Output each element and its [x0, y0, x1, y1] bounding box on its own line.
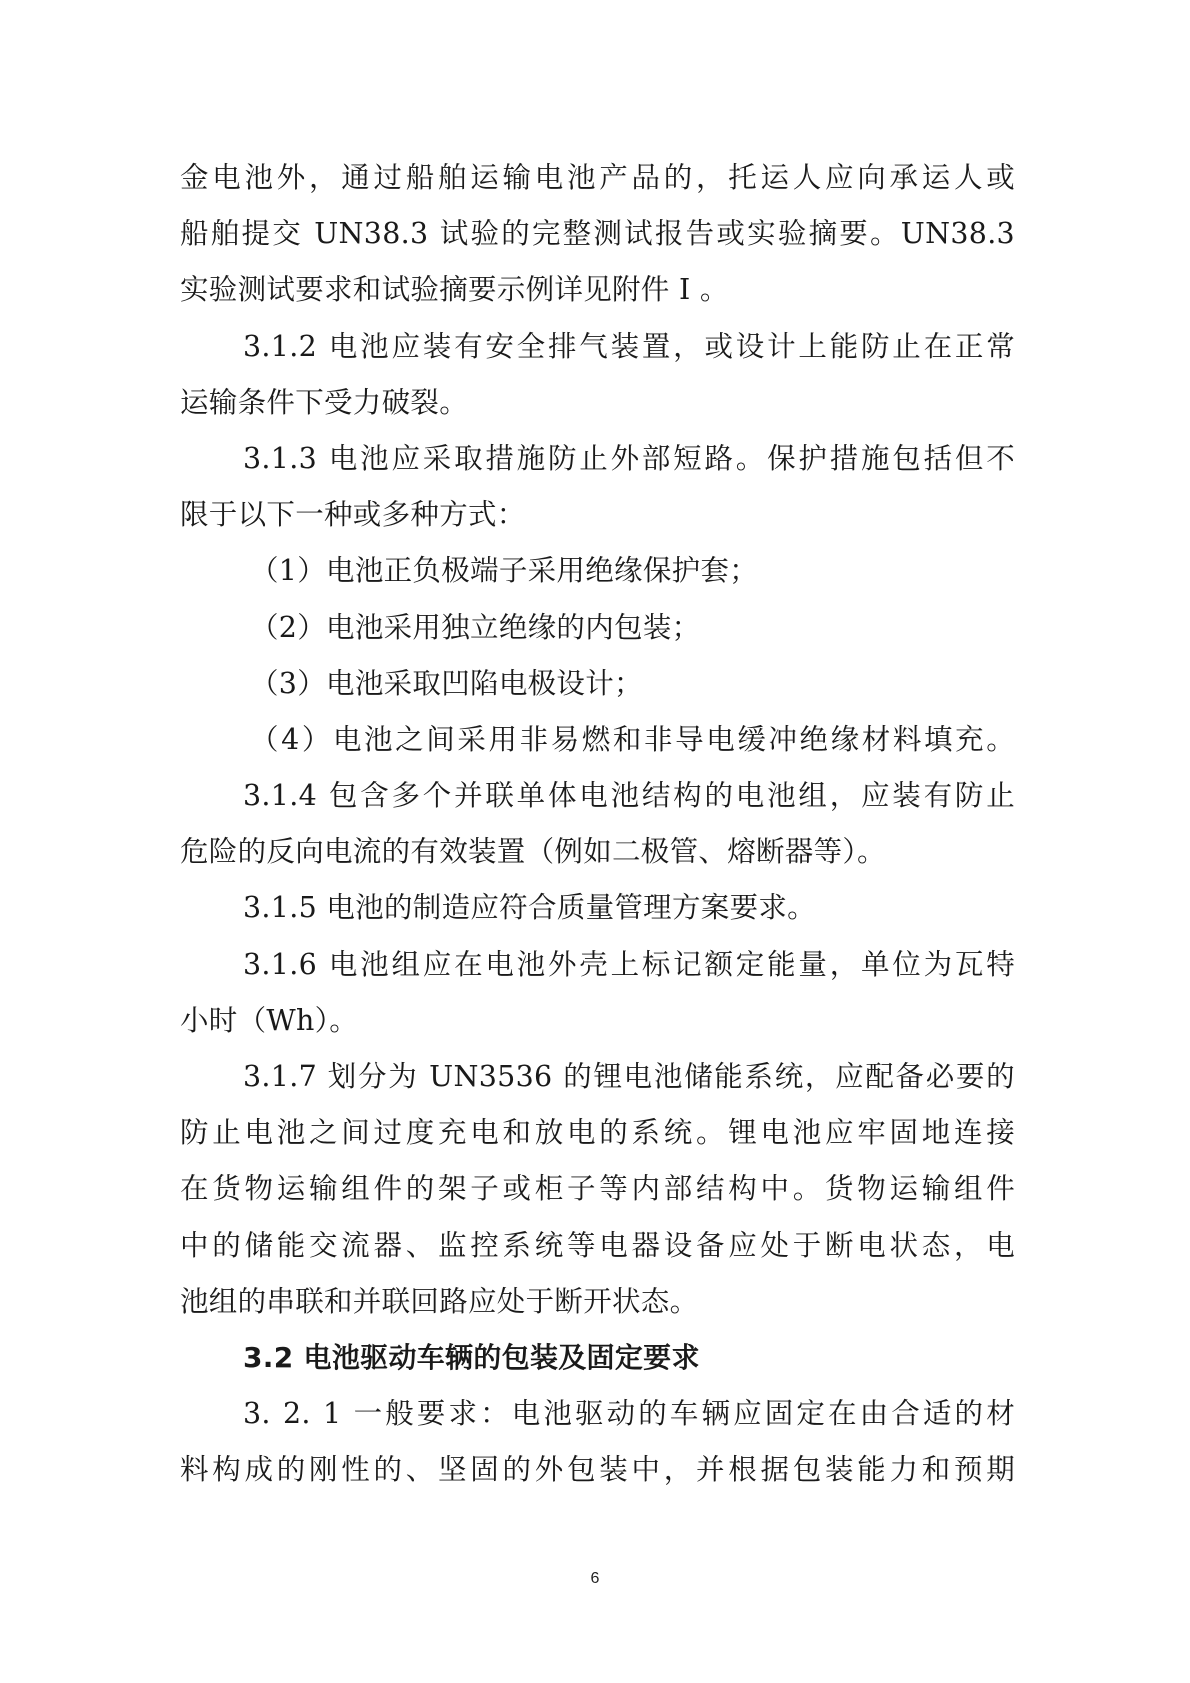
list-item: （3）电池采取凹陷电极设计；: [250, 666, 643, 700]
clause-3-1-7: 3.1.7 划分为 UN3536 的锂电池储能系统，应配备必要的: [243, 1060, 1015, 1093]
clause-3-1-3: 3.1.3 电池应采取措施防止外部短路。保护措施包括但不: [243, 441, 1015, 475]
clause-3-1-6: 3.1.6 电池组应在电池外壳上标记额定能量，单位为瓦特: [243, 947, 1015, 981]
text-line: 危险的反向电流的有效装置（例如二极管、熔断器等）。: [180, 835, 886, 869]
text-line: 在货物运输组件的架子或柜子等内部结构中。货物运输组件: [180, 1172, 1015, 1206]
clause-3-1-2: 3.1.2 电池应装有安全排气装置，或设计上能防止在正常: [243, 329, 1015, 363]
clause-3-1-4: 3.1.4 包含多个并联单体电池结构的电池组，应装有防止: [243, 779, 1015, 813]
text-line: 中的储能交流器、监控系统等电器设备应处于断电状态，电: [180, 1228, 1015, 1262]
text-line: 料构成的刚性的、坚固的外包装中，并根据包装能力和预期: [180, 1453, 1015, 1487]
text-line: 限于以下一种或多种方式：: [180, 498, 526, 532]
text-line: 小时（Wh）。: [180, 1003, 358, 1037]
list-item: （1）电池正负极端子采用绝缘保护套；: [250, 554, 759, 588]
clause-3-2-1: 3. 2. 1 一般要求：电池驱动的车辆应固定在由合适的材: [243, 1397, 1015, 1431]
text-line: 池组的串联和并联回路应处于断开状态。: [180, 1284, 699, 1318]
section-heading: 3.2 电池驱动车辆的包装及固定要求: [243, 1340, 700, 1374]
list-item: （4）电池之间采用非易燃和非导电缓冲绝缘材料填充。: [250, 722, 1015, 756]
text-line: 金电池外，通过船舶运输电池产品的，托运人应向承运人或: [180, 161, 1015, 194]
list-item: （2）电池采用独立绝缘的内包装；: [250, 610, 701, 644]
body-text: [180, 150, 1015, 1499]
text-line: 运输条件下受力破裂。: [180, 385, 469, 419]
clause-3-1-5: 3.1.5 电池的制造应符合质量管理方案要求。: [243, 891, 816, 925]
page-number: 6: [590, 1570, 600, 1587]
text-line: 防止电池之间过度充电和放电的系统。锂电池应牢固地连接: [180, 1116, 1015, 1150]
text-line: 船舶提交 UN38.3 试验的完整测试报告或实验摘要。UN38.3: [180, 217, 1015, 251]
text-line: 实验测试要求和试验摘要示例详见附件 I 。: [180, 273, 729, 307]
